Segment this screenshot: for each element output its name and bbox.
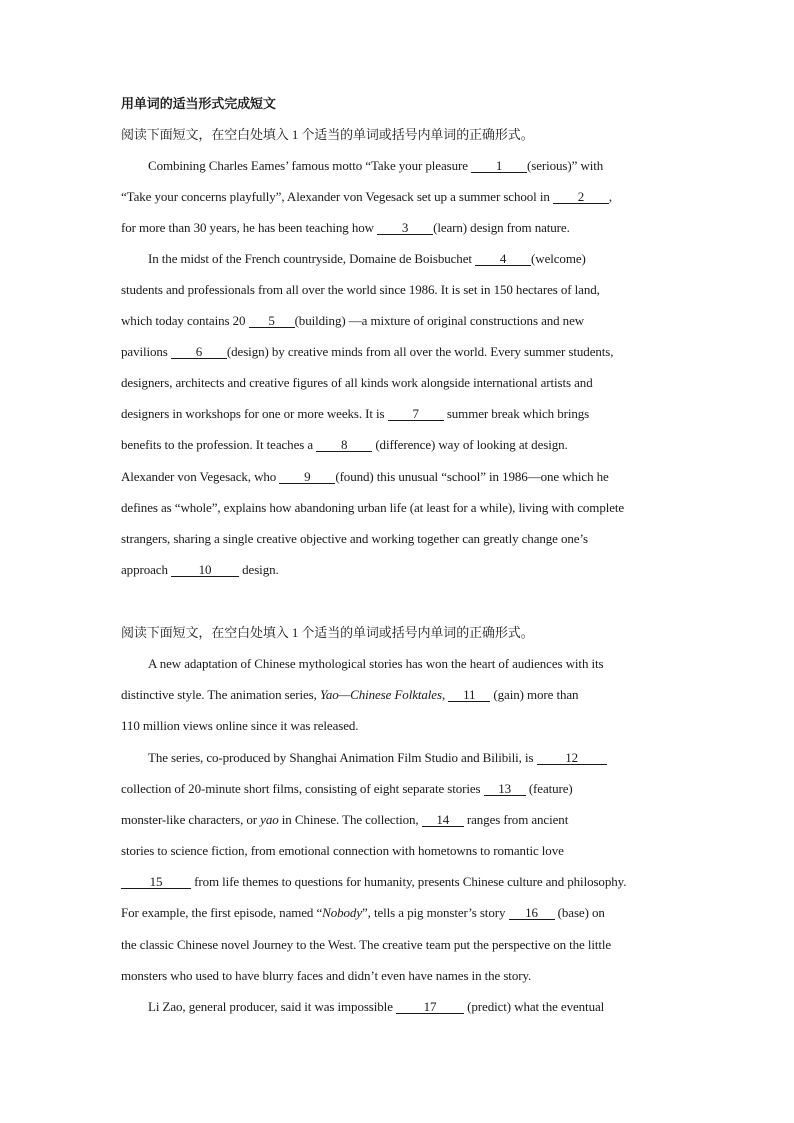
section-2-instruction: 阅读下面短文，在空白处填入 1 个适当的单词或括号内单词的正确形式。 xyxy=(121,625,534,640)
blank-4[interactable]: 4 xyxy=(475,252,531,266)
blank-5[interactable]: 5 xyxy=(249,314,295,328)
blank-12[interactable]: 12 xyxy=(537,751,607,765)
s1-line-3: for more than 30 years, he has been teaching how 3 (learn) design from nature. xyxy=(121,220,570,235)
blank-1[interactable]: 1 xyxy=(471,159,527,173)
blank-17[interactable]: 17 xyxy=(396,1000,464,1014)
section-1-instruction: 阅读下面短文，在空白处填入 1 个适当的单词或括号内单词的正确形式。 xyxy=(121,127,534,142)
yao-word: yao xyxy=(260,812,279,827)
episode-title: Nobody xyxy=(322,905,362,920)
s1-line-9: designers in workshops for one or more weeks. It is 7 summer break which brings xyxy=(121,406,590,421)
series-title: Yao—Chinese Folktales xyxy=(319,687,442,702)
s1-line-7: pavilions 6 (design) by creative minds from all over the world. Every summer students, xyxy=(121,344,614,359)
s2-line-7: stories to science fiction, from emotional connection with hometowns to romantic love xyxy=(121,843,564,858)
s2-line-5: collection of 20-minute short films, consisting of eight separate stories 13 (feature) xyxy=(121,781,573,796)
s1-line-8: designers, architects and creative figures of all kinds work alongside international artists and xyxy=(121,375,593,390)
blank-10[interactable]: 10 xyxy=(171,563,239,577)
s1-line-5: students and professionals from all over the world since 1986. It is set in 150 hectares of land, xyxy=(121,282,600,297)
s1-line-12: defines as “whole”, explains how abandoning urban life (at least for a while), living with complete xyxy=(121,500,625,515)
s2-line-4: The series, co-produced by Shanghai Animation Film Studio and Bilibili, is 12 xyxy=(148,750,607,766)
blank-7[interactable]: 7 xyxy=(388,407,444,421)
s1-line-4: In the midst of the French countryside, Domaine de Boisbuchet 4 (welcome) xyxy=(148,251,586,266)
blank-16[interactable]: 16 xyxy=(509,906,555,920)
blank-6[interactable]: 6 xyxy=(171,345,227,359)
blank-2[interactable]: 2 xyxy=(553,190,609,204)
s2-line-6: monster-like characters, or yao in Chinese. The collection, 14 ranges from ancient xyxy=(121,812,569,827)
blank-8[interactable]: 8 xyxy=(316,438,372,452)
s1-line-6: which today contains 20 5 (building) —a mixture of original constructions and new xyxy=(121,313,585,328)
s1-line-11: Alexander von Vegesack, who 9 (found) this unusual “school” in 1986—one which he xyxy=(121,469,609,484)
s2-line-11: monsters who used to have blurry faces and didn’t even have names in the story. xyxy=(121,968,532,983)
blank-15[interactable]: 15 xyxy=(121,875,191,889)
document-heading: 用单词的适当形式完成短文 xyxy=(121,96,276,111)
s1-line-1: Combining Charles Eames’ famous motto “Take your pleasure 1 (serious)” with xyxy=(148,158,604,173)
s2-line-1: A new adaptation of Chinese mythological stories has won the heart of audiences with its xyxy=(148,656,604,671)
blank-9[interactable]: 9 xyxy=(279,470,335,484)
s2-line-12: Li Zao, general producer, said it was impossible 17 (predict) what the eventual xyxy=(148,999,605,1014)
s2-line-2: distinctive style. The animation series, Yao—Chinese Folktales, 11 (gain) more than xyxy=(121,687,579,702)
s2-line-3: 110 million views online since it was released. xyxy=(121,718,359,733)
s2-line-8: 15 from life themes to questions for humanity, presents Chinese culture and philosophy. xyxy=(121,874,626,890)
s1-line-2: “Take your concerns playfully”, Alexander von Vegesack set up a summer school in 2 , xyxy=(121,189,613,204)
s1-line-14: approach 10 design. xyxy=(121,562,279,577)
blank-14[interactable]: 14 xyxy=(422,813,464,827)
s1-line-10: benefits to the profession. It teaches a 8 (difference) way of looking at design. xyxy=(121,437,568,452)
blank-11[interactable]: 11 xyxy=(448,688,490,702)
s2-line-9: For example, the first episode, named “Nobody”, tells a pig monster’s story 16 (base) on xyxy=(121,905,605,920)
blank-13[interactable]: 13 xyxy=(484,782,526,796)
s2-line-10: the classic Chinese novel Journey to the West. The creative team put the perspective on the little xyxy=(121,937,612,952)
blank-3[interactable]: 3 xyxy=(377,221,433,235)
s1-line-13: strangers, sharing a single creative objective and working together can greatly change one’s xyxy=(121,531,588,546)
